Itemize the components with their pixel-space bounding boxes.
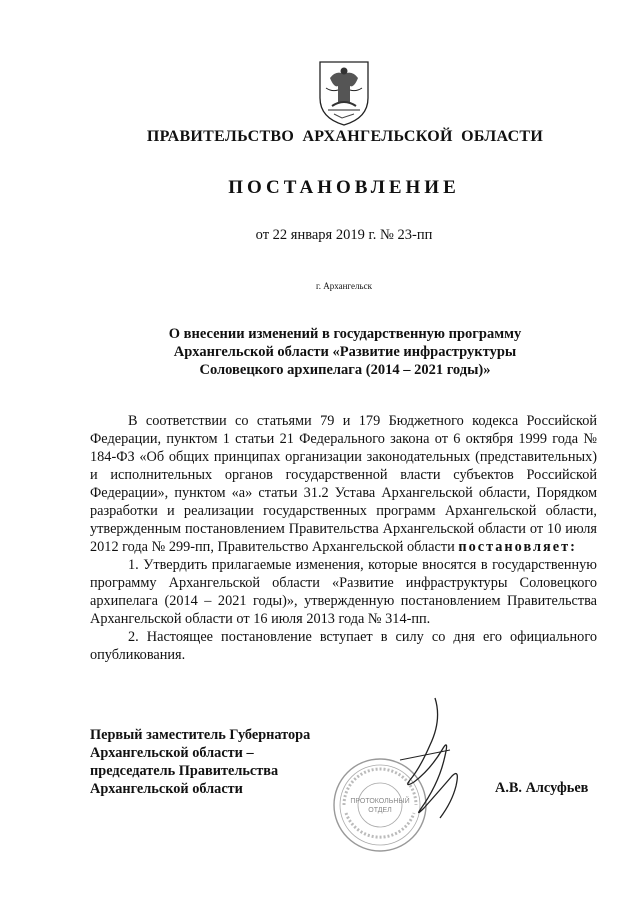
government-title: ПРАВИТЕЛЬСТВО АРХАНГЕЛЬСКОЙ ОБЛАСТИ bbox=[146, 128, 544, 145]
signer-title bbox=[90, 726, 370, 798]
signer-title-line-3: председатель Правительства bbox=[90, 763, 279, 779]
document-subject bbox=[130, 325, 560, 379]
signer-title-line-4: Архангельской области bbox=[90, 781, 243, 797]
subject-line-1: О внесении изменений в государственную программу bbox=[168, 326, 522, 342]
signer-title-line-2: Архангельской области – bbox=[90, 745, 254, 761]
document-type: ПОСТАНОВЛЕНИЕ bbox=[228, 177, 460, 198]
subject-line-2: Архангельской области «Развитие инфраструктуры bbox=[173, 344, 517, 360]
item-2: 2. Настоящее постановление вступает в силу со дня его официального опубликования. bbox=[90, 629, 597, 663]
item-1: 1. Утвердить прилагаемые изменения, которые вносятся в государственную программу Архангельской области «Развитие инфраструктуры Соловецкого архипелага (2014 – 2021 годы)», утвержденную постановлением Правительства Архангельской области от 16 июля 2013 года № 314-пп. bbox=[90, 557, 597, 627]
svg-text:ПРОТОКОЛЬНЫЙ: ПРОТОКОЛЬНЫЙ bbox=[350, 798, 410, 805]
signer-title-line-1: Первый заместитель Губернатора bbox=[90, 727, 311, 743]
preamble-paragraph bbox=[90, 412, 597, 556]
preamble-text: В соответствии со статьями 79 и 179 Бюджетного кодекса Российской Федерации, пунктом 1 статьи 21 Федерального закона от 6 октября 1999 года № 184-ФЗ «Об общих принципах организации законодательных (представительных) и исполнительных органов государственной власти субъектов Российской Федерации», пунктом «а» статьи 31.2 Устава Архангельской области, Порядком разработки и реализации государственных программ Архангельской области, утвержденным постановлением Правительства Архангельской области от 10 июля 2012 года № 299-пп, Правительство Архангельской области bbox=[90, 413, 597, 555]
decree-word: постановляет: bbox=[458, 539, 577, 555]
handwritten-signature bbox=[380, 690, 480, 830]
subject-line-3: Соловецкого архипелага (2014 – 2021 годы)» bbox=[199, 362, 491, 378]
document-body bbox=[90, 412, 597, 664]
svg-text:ОТДЕЛ: ОТДЕЛ bbox=[368, 807, 392, 814]
signer-name: А.В. Алсуфьев bbox=[495, 780, 589, 796]
archangelsk-coat-of-arms-icon bbox=[316, 58, 372, 128]
document-city: г. Архангельск bbox=[316, 281, 372, 291]
document-date-number: от 22 января 2019 г. № 23-пп bbox=[255, 227, 433, 243]
